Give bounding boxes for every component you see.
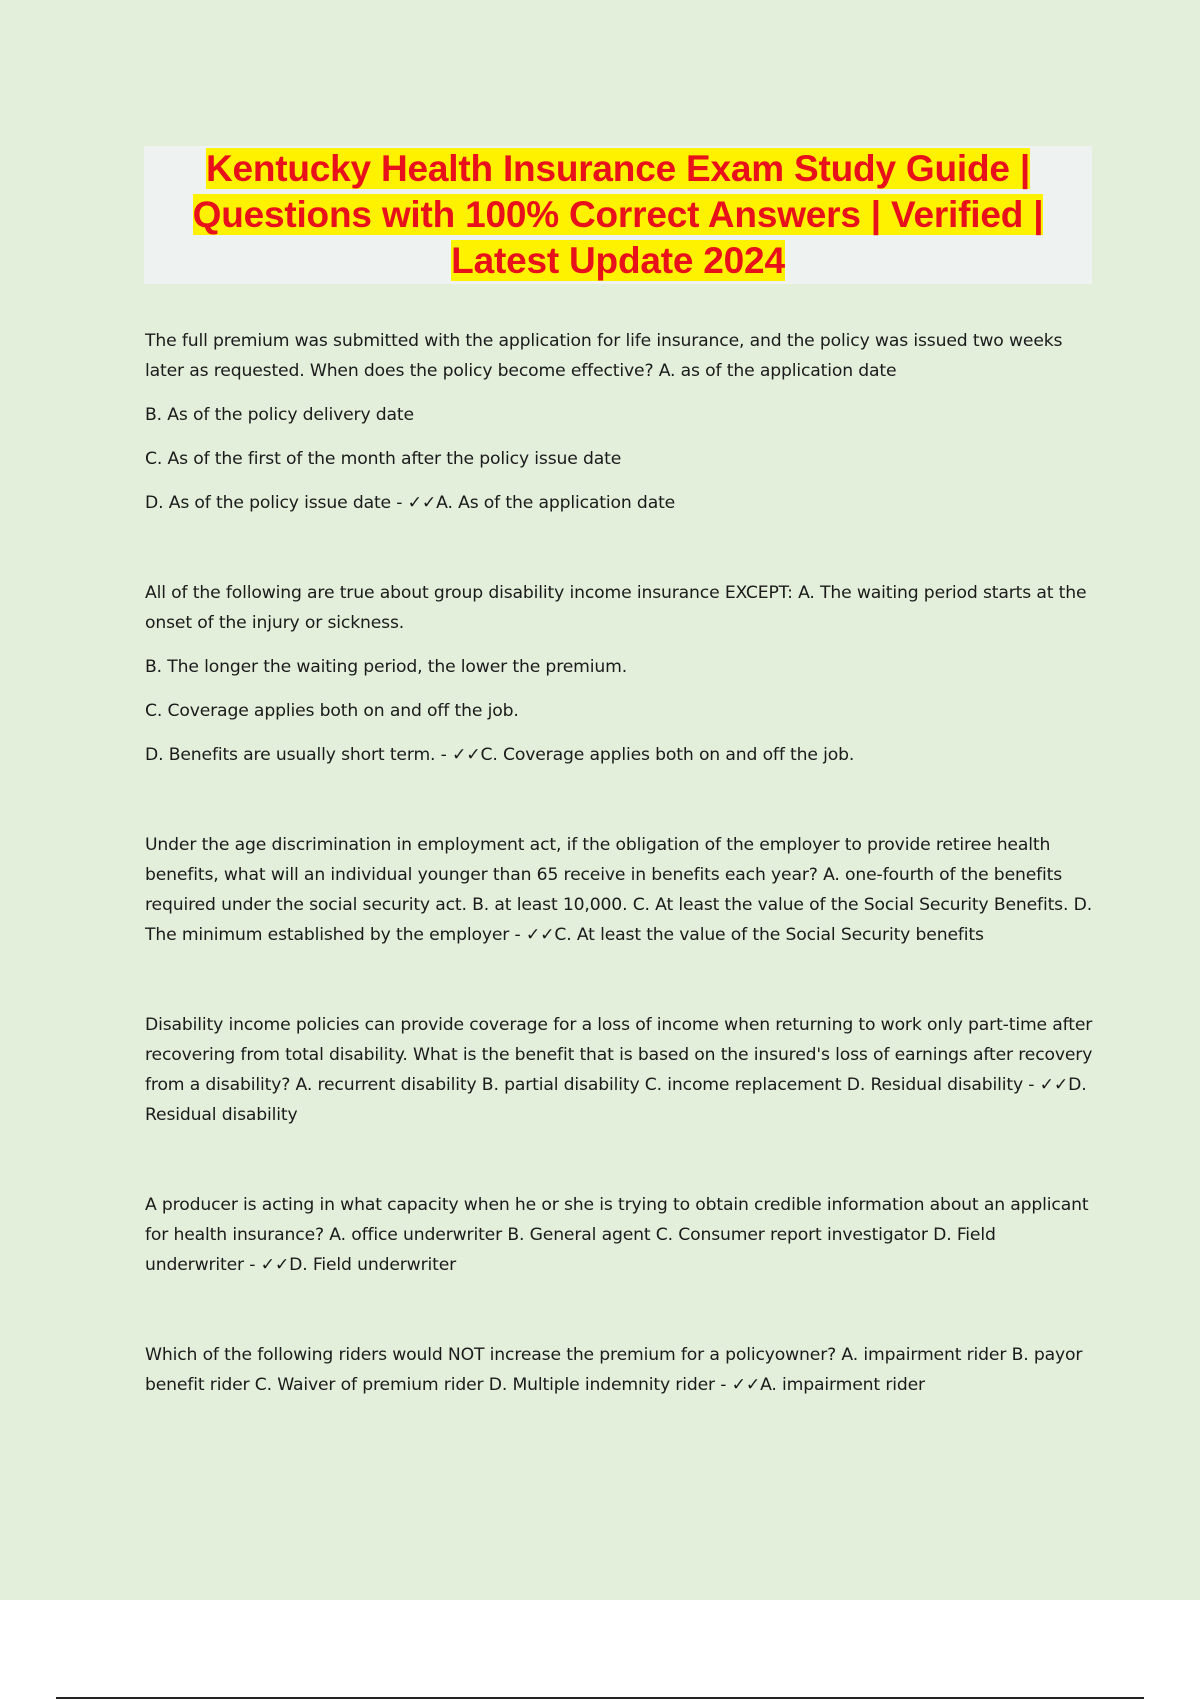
question-text: All of the following are true about group disability income insurance EXCEPT: A. The waiting period starts at the onset of the injury or sickness.: [145, 583, 1087, 633]
question-option: C. As of the first of the month after the policy issue date: [145, 449, 622, 469]
page-divider: [56, 1697, 1144, 1699]
title-line-2: Questions with 100% Correct Answers | Verified |: [192, 194, 1044, 235]
question-6: [145, 1340, 1095, 1400]
document-title: [144, 146, 1092, 284]
question-2: [145, 578, 1095, 770]
question-text: A producer is acting in what capacity when he or she is trying to obtain credible information about an applicant for health insurance? A. office underwriter B. General agent C. Consumer report investigator D. Field underwriter - ✓✓D. Field underwriter: [145, 1195, 1089, 1275]
title-line-3: Latest Update 2024: [451, 240, 785, 281]
spacer: [145, 770, 1095, 830]
question-1: [145, 326, 1095, 518]
title-line-3-wrap: [144, 238, 1092, 284]
spacer: [145, 1130, 1095, 1190]
question-text: Under the age discrimination in employment act, if the obligation of the employer to provide retiree health benefits, what will an individual younger than 65 receive in benefits each year? A. one-fourth of the benefits required under the social security act. B. at least 10,000. C. At least the value of the Social Security Benefits. D. The minimum established by the employer - ✓✓C. At least the value of the Social Security benefits: [145, 835, 1093, 945]
spacer: [145, 1280, 1095, 1340]
question-option: B. The longer the waiting period, the lower the premium.: [145, 657, 628, 677]
question-3: [145, 830, 1095, 950]
question-5: [145, 1190, 1095, 1280]
title-line-1-wrap: [144, 146, 1092, 192]
question-option-answer: D. As of the policy issue date - ✓✓A. As of the application date: [145, 493, 676, 513]
question-4: [145, 1010, 1095, 1130]
question-list: [145, 326, 1095, 1400]
question-option: B. As of the policy delivery date: [145, 405, 414, 425]
spacer: [145, 518, 1095, 578]
title-line-1: Kentucky Health Insurance Exam Study Guide |: [205, 148, 1030, 189]
spacer: [145, 950, 1095, 1010]
question-text: Disability income policies can provide coverage for a loss of income when returning to work only part-time after recovering from total disability. What is the benefit that is based on the insured's loss of earnings after recovery from a disability? A. recurrent disability B. partial disability C. income replacement D. Residual disability - ✓✓D. Residual disability: [145, 1015, 1093, 1125]
question-text: Which of the following riders would NOT increase the premium for a policyowner? A. impairment rider B. payor benefit rider C. Waiver of premium rider D. Multiple indemnity rider - ✓✓A. impairment rider: [145, 1345, 1083, 1395]
title-line-2-wrap: [144, 192, 1092, 238]
question-option: C. Coverage applies both on and off the job.: [145, 701, 519, 721]
question-text: The full premium was submitted with the application for life insurance, and the policy was issued two weeks later as requested. When does the policy become effective? A. as of the application date: [145, 331, 1063, 381]
question-option-answer: D. Benefits are usually short term. - ✓✓C. Coverage applies both on and off the job.: [145, 745, 855, 765]
